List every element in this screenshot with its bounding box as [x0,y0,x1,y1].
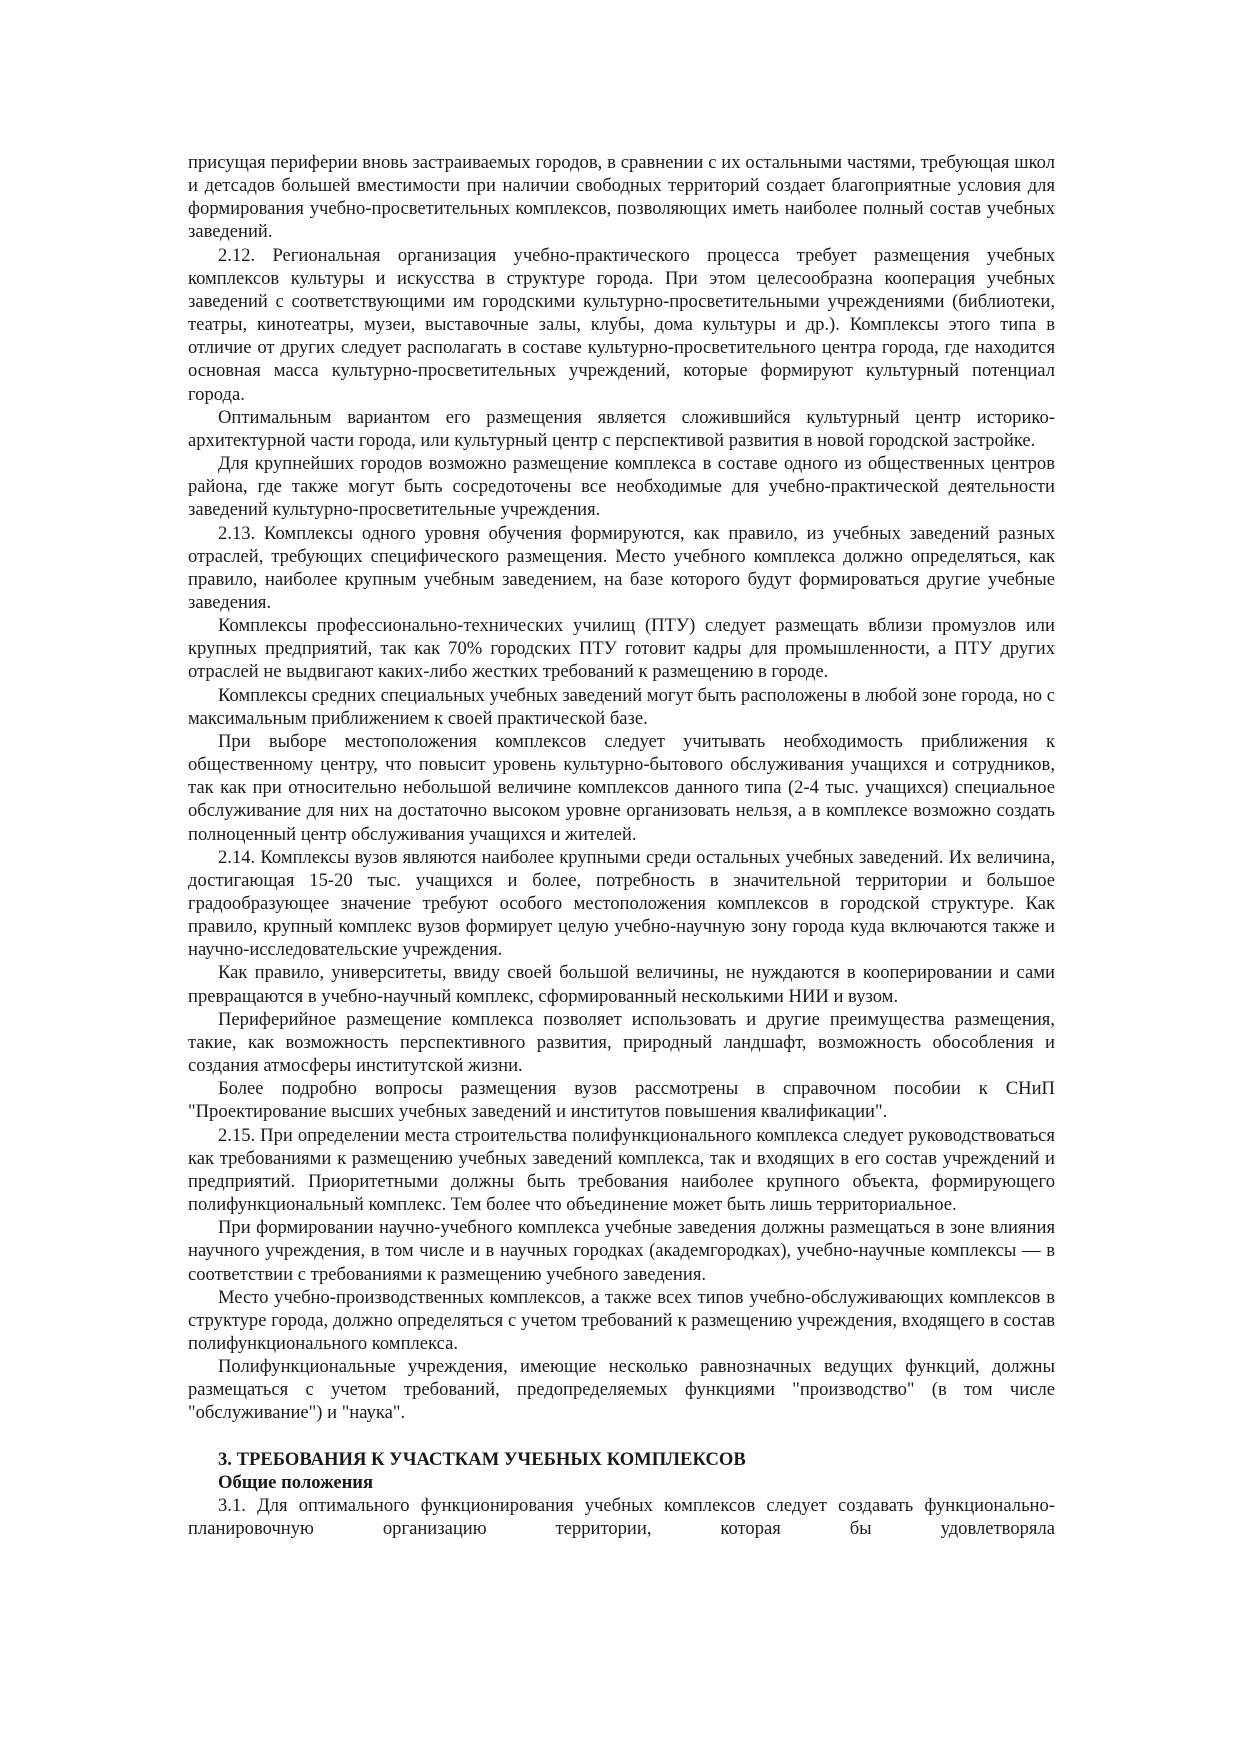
paragraph-secondary-special: Комплексы средних специальных учебных заведений могут быть расположены в любой зоне города, но с максимальным приближением к своей практической базе. [188,684,1055,729]
paragraph-largest-cities: Для крупнейших городов возможно размещение комплекса в составе одного из общественных центров района, где также могут быть сосредоточены все необходимые для учебно-практической деятельности заведений культурно-просветительные учреждения. [188,453,1055,521]
paragraph-science-education: При формировании научно-учебного комплекса учебные заведения должны размещаться в зоне влияния научного учреждения, в том числе и в научных городках (академгородках), учебно-научные комплексы — в соответствии с требованиями к размещению учебного заведения. [188,1217,1055,1285]
paragraph-optimal-variant: Оптимальным вариантом его размещения является сложившийся культурный центр историко-архитектурной части города, или культурный центр с перспективой развития в новой городской застройке. [188,406,1055,451]
section-heading: 3. ТРЕБОВАНИЯ К УЧАСТКАМ УЧЕБНЫХ КОМПЛЕКСОВ [218,1448,746,1470]
subheading: Общие положения [218,1471,374,1493]
section-spacer [188,1425,1055,1448]
paragraph-multifunctional: Полифункциональные учреждения, имеющие несколько равнозначных ведущих функций, должны размещаться с учетом требований, предопределяемых функциями "производство" (в том числе "обслуживание") и "наука". [188,1356,1055,1424]
paragraph-location-choice: При выборе местоположения комплексов следует учитывать необходимость приближения к общественному центру, что повысит уровень культурно-бытового обслуживания учащихся и сотрудников, так как при относительно небольшой величине комплексов данного типа (2-4 тыс. учащихся) специальное обслуживание для них на достаточно высоком уровне организовать нельзя, а в комплексе возможно создать полноценный центр обслуживания учащихся и жителей. [188,730,1055,845]
paragraph-2-12: 2.12. Региональная организация учебно-практического процесса требует размещения учебных комплексов культуры и искусства в структуре города. При этом целесообразна кооперация учебных заведений с соответствующими им городскими культурно-просветительными учреждениями (библиотеки, театры, кинотеатры, музеи, выставочные залы, клубы, дома культуры и др.). Комплексы этого типа в отличие от других следует располагать в составе культурно-просветительного центра города, где находится основная масса культурно-просветительных учреждений, которые формируют культурный потенциал города. [188,244,1055,405]
paragraph-continuation: присущая периферии вновь застраиваемых городов, в сравнении с их остальными частями, требующая школ и детсадов большей вместимости при наличии свободных территорий создает благоприятные условия для формирования учебно-просветительных комплексов, позволяющих иметь наиболее полный состав учебных заведений. [188,152,1055,243]
paragraph-2-15: 2.15. При определении места строительства полифункционального комплекса следует руководствоваться как требованиями к размещению учебных заведений комплекса, так и входящих в его состав учреждений и предприятий. Приоритетными должны быть требования наиболее крупного объекта, формирующего полифункциональный комплекс. Тем более что объединение может быть лишь территориальное. [188,1124,1055,1216]
paragraph-3-1: 3.1. Для оптимального функционирования учебных комплексов следует создавать функционально-планировочную организацию территории, которая бы удовлетворяла [188,1494,1055,1540]
paragraph-production-complexes: Место учебно-производственных комплексов, а также всех типов учебно-обслуживающих комплексов в структуре города, должно определяться с учетом требований к размещению учреждения, входящего в состав полифункционального комплекса. [188,1286,1055,1354]
paragraph-snip-reference: Более подробно вопросы размещения вузов рассмотрены в справочном пособии к СНиП "Проектирование высших учебных заведений и институтов повышения квалификации". [188,1078,1055,1123]
paragraph-2-14: 2.14. Комплексы вузов являются наиболее крупными среди остальных учебных заведений. Их величина, достигающая 15-20 тыс. учащихся и более, потребность в значительной территории и большое градообразующее значение требуют особого местоположения комплексов в городской структуре. Как правило, крупный комплекс вузов формирует целую учебно-научную зону города куда включаются также и научно-исследовательские учреждения. [188,846,1055,961]
paragraph-universities: Как правило, университеты, ввиду своей большой величины, не нуждаются в кооперировании и сами превращаются в учебно-научный комплекс, сформированный несколькими НИИ и вузом. [188,962,1055,1007]
paragraph-2-13: 2.13. Комплексы одного уровня обучения формируются, как правило, из учебных заведений разных отраслей, требующих специфического размещения. Место учебного комплекса должно определяться, как правило, наиболее крупным учебным заведением, на базе которого будут формироваться другие учебные заведения. [188,522,1055,613]
paragraph-ptu-complexes: Комплексы профессионально-технических училищ (ПТУ) следует размещать вблизи промузлов или крупных предприятий, так как 70% городских ПТУ готовит кадры для промышленности, а ПТУ других отраслей не выдвигают каких-либо жестких требований к размещению в городе. [188,615,1055,683]
paragraph-peripheral-placement: Периферийное размещение комплекса позволяет использовать и другие преимущества размещения, такие, как возможность перспективного развития, природный ландшафт, возможность обособления и создания атмосферы институтской жизни. [188,1008,1055,1077]
